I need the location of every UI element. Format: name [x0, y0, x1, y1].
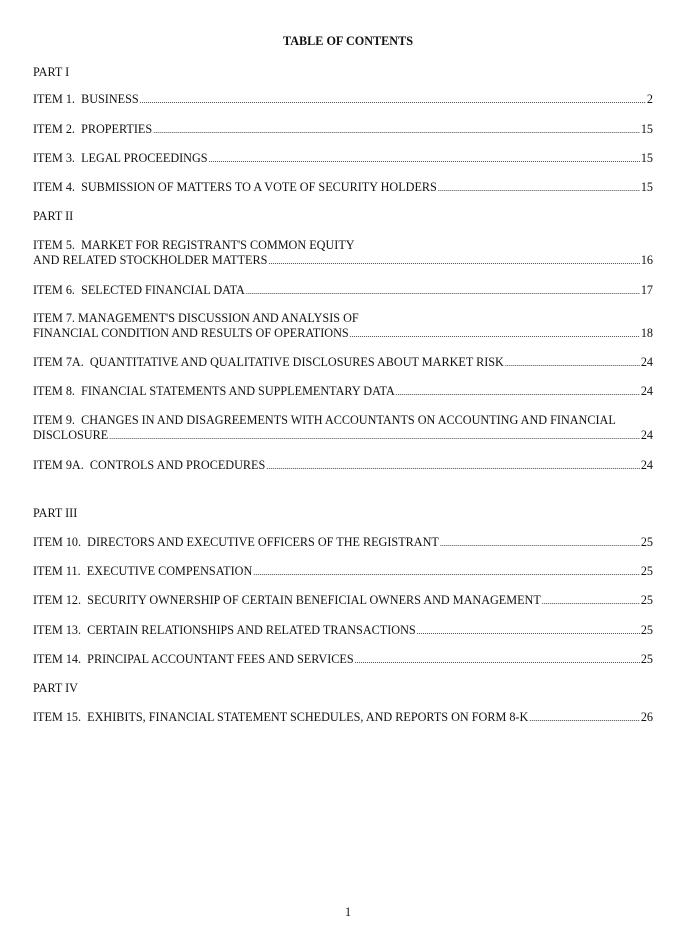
toc-entry-page: 25: [640, 623, 653, 637]
toc-entry[interactable]: [33, 458, 653, 474]
toc-entry-title: ITEM 7A. QUANTITATIVE AND QUALITATIVE DISCLOSURES ABOUT MARKET RISK: [33, 355, 504, 369]
leader-dots: [396, 384, 640, 400]
leader-dots: [529, 710, 640, 726]
toc-entry-page: 25: [640, 564, 653, 578]
toc-entry-title: ITEM 8. FINANCIAL STATEMENTS AND SUPPLEMENTARY DATA: [33, 384, 395, 398]
toc-entry-page: 24: [640, 458, 653, 472]
toc-entry-title: ITEM 14. PRINCIPAL ACCOUNTANT FEES AND SERVICES: [33, 652, 354, 666]
toc-entry[interactable]: [33, 311, 653, 342]
toc-entry[interactable]: [33, 564, 653, 580]
leader-dots: [209, 151, 640, 167]
toc-entry-title: DISCLOSURE: [33, 428, 109, 442]
toc-entry[interactable]: [33, 593, 653, 609]
toc-entry[interactable]: [33, 180, 653, 196]
leader-dots: [246, 283, 640, 299]
part-heading: PART IV: [33, 681, 78, 695]
toc-entry-title: ITEM 4. SUBMISSION OF MATTERS TO A VOTE OF SECURITY HOLDERS: [33, 180, 437, 194]
toc-entry-title-line1: ITEM 7. MANAGEMENT'S DISCUSSION AND ANALYSIS OF: [33, 311, 359, 325]
toc-entry-title: ITEM 3. LEGAL PROCEEDINGS: [33, 151, 208, 165]
toc-entry-title: ITEM 12. SECURITY OWNERSHIP OF CERTAIN BENEFICIAL OWNERS AND MANAGEMENT: [33, 593, 541, 607]
toc-entry[interactable]: [33, 238, 653, 269]
page-title: TABLE OF CONTENTS: [282, 34, 414, 48]
leader-dots: [438, 180, 640, 196]
leader-dots: [268, 253, 639, 269]
leader-dots: [153, 122, 640, 138]
toc-entry-page: 24: [640, 355, 653, 369]
leader-dots: [109, 428, 640, 444]
toc-entry-title: AND RELATED STOCKHOLDER MATTERS: [33, 253, 268, 267]
toc-entry[interactable]: [33, 355, 653, 371]
toc-entry-page: 25: [640, 535, 653, 549]
toc-entry-title: ITEM 10. DIRECTORS AND EXECUTIVE OFFICERS OF THE REGISTRANT: [33, 535, 439, 549]
leader-dots: [266, 458, 640, 474]
toc-entry[interactable]: [33, 710, 653, 726]
toc-entry-page: 25: [640, 652, 653, 666]
leader-dots: [505, 355, 640, 371]
toc-entry-title-line1: ITEM 5. MARKET FOR REGISTRANT'S COMMON EQUITY: [33, 238, 355, 252]
toc-entry-title: ITEM 13. CERTAIN RELATIONSHIPS AND RELATED TRANSACTIONS: [33, 623, 416, 637]
leader-dots: [140, 92, 646, 108]
toc-entry-title: ITEM 1. BUSINESS: [33, 92, 139, 106]
part-heading: PART III: [33, 506, 78, 520]
toc-entry-title: ITEM 6. SELECTED FINANCIAL DATA: [33, 283, 245, 297]
toc-entry[interactable]: [33, 92, 653, 108]
leader-dots: [355, 652, 640, 668]
toc-entry-page: 26: [640, 710, 653, 724]
toc-entry[interactable]: [33, 151, 653, 167]
toc-entry-page: 2: [646, 92, 653, 106]
part-heading: PART I: [33, 65, 70, 79]
toc-entry-page: 24: [640, 428, 653, 442]
toc-entry-page: 18: [640, 326, 653, 340]
leader-dots: [542, 593, 640, 609]
toc-entry-page: 25: [640, 593, 653, 607]
toc-entry-title: ITEM 9A. CONTROLS AND PROCEDURES: [33, 458, 266, 472]
toc-entry-title: ITEM 15. EXHIBITS, FINANCIAL STATEMENT SCHEDULES, AND REPORTS ON FORM 8-K: [33, 710, 529, 724]
toc-entry-page: 15: [640, 180, 653, 194]
toc-entry-page: 15: [640, 151, 653, 165]
toc-entry[interactable]: [33, 122, 653, 138]
leader-dots: [440, 535, 640, 551]
toc-entry[interactable]: [33, 535, 653, 551]
toc-entry-title-line1: ITEM 9. CHANGES IN AND DISAGREEMENTS WITH ACCOUNTANTS ON ACCOUNTING AND FINANCIAL: [33, 413, 616, 427]
leader-dots: [417, 623, 640, 639]
toc-entry-page: 16: [640, 253, 653, 267]
toc-entry[interactable]: [33, 384, 653, 400]
toc-entry[interactable]: [33, 283, 653, 299]
leader-dots: [253, 564, 640, 580]
toc-entry-title: ITEM 11. EXECUTIVE COMPENSATION: [33, 564, 253, 578]
part-heading: PART II: [33, 209, 74, 223]
toc-entry-page: 17: [640, 283, 653, 297]
toc-entry-page: 15: [640, 122, 653, 136]
toc-entry[interactable]: [33, 652, 653, 668]
leader-dots: [350, 326, 640, 342]
toc-entry-page: 24: [640, 384, 653, 398]
toc-entry-title: ITEM 2. PROPERTIES: [33, 122, 153, 136]
toc-entry[interactable]: [33, 623, 653, 639]
toc-entry[interactable]: [33, 413, 653, 444]
page-number: 1: [344, 905, 352, 919]
toc-entry-title: FINANCIAL CONDITION AND RESULTS OF OPERATIONS: [33, 326, 349, 340]
